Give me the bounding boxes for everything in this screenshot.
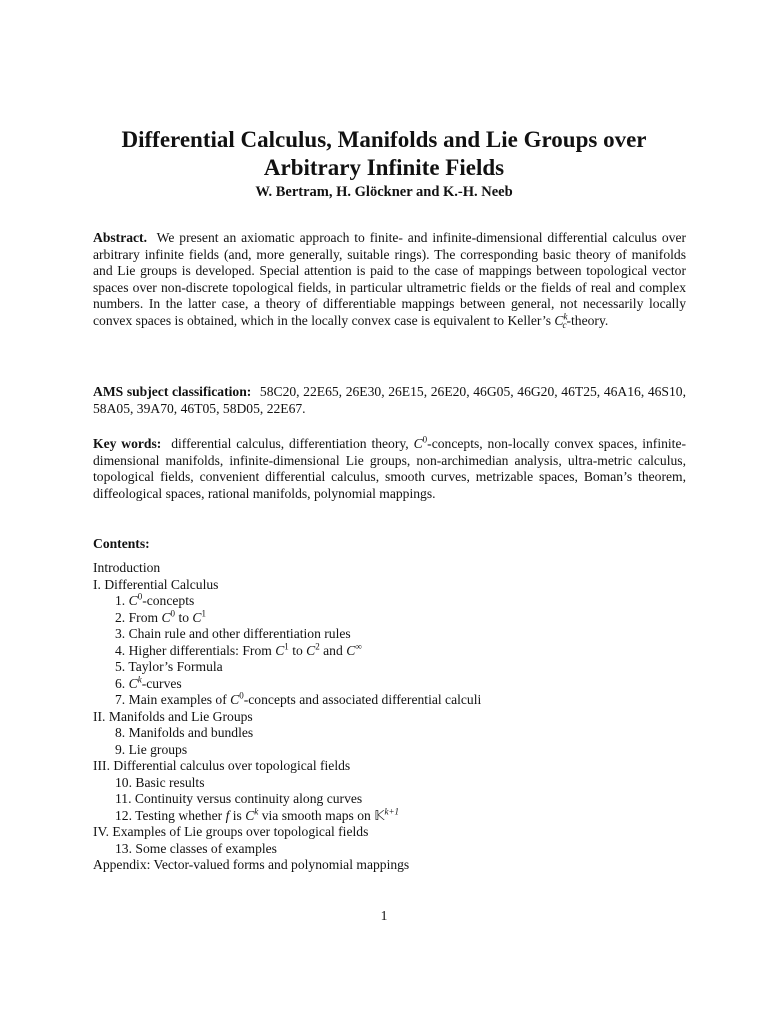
title-line-2: Arbitrary Infinite Fields <box>263 155 505 180</box>
toc-text: and <box>319 642 347 658</box>
toc-math-sup: 0 <box>170 607 176 618</box>
toc-text: to <box>288 642 307 658</box>
toc-text: Testing whether <box>135 807 226 823</box>
title-line-1: Differential Calculus, Manifolds and Lie Groups over <box>121 127 647 152</box>
toc-entry <box>93 607 693 627</box>
toc-text: Main examples of <box>128 692 231 707</box>
toc-entry <box>93 805 693 825</box>
toc-entry <box>93 758 693 775</box>
keywords-text-end: -concepts, non-locally convex spaces, infinite-dimensional manifolds, infinite-dimensional Lie groups, non-archimedian analysis, ultra-metric calculus, topological fields, convenient differential calculus, smooth curves, metrizable spaces, Boman’s theorem, diffeological spaces, rational manifolds, polynomial mappings. <box>93 436 687 501</box>
toc-text: From <box>128 609 162 625</box>
paper-title <box>60 126 708 182</box>
toc-entry <box>93 626 693 643</box>
keywords <box>93 436 686 502</box>
toc-text: via smooth maps on <box>258 807 375 823</box>
toc-text: -curves <box>141 675 182 691</box>
toc-entry <box>93 824 693 841</box>
toc-entry <box>93 692 693 709</box>
toc-number: IV. <box>93 824 109 839</box>
page-number: 1 <box>380 908 388 923</box>
keywords-math-c: C <box>413 436 423 451</box>
toc-number: 8. <box>115 725 126 740</box>
toc-text: Higher differentials: From <box>128 642 276 658</box>
abstract-math-c: C <box>554 312 564 328</box>
toc-text: Some classes of examples <box>135 840 277 856</box>
keywords-label: Key words: <box>93 436 162 451</box>
toc-entry <box>93 659 693 676</box>
toc-math-sup: 1 <box>201 607 206 618</box>
table-of-contents <box>93 560 693 874</box>
toc-math: C <box>346 642 356 658</box>
toc-text: Lie groups <box>128 741 188 757</box>
toc-number: 3. <box>115 626 126 641</box>
toc-math-sup: k <box>137 673 142 684</box>
toc-entry <box>93 673 693 693</box>
toc-text: Basic results <box>135 774 205 790</box>
toc-entry <box>93 593 693 610</box>
toc-text: Examples of Lie groups over topological fields <box>112 824 369 839</box>
toc-math: C <box>192 609 202 625</box>
toc-number: 10. <box>115 774 132 790</box>
keywords-math-sup: 0 <box>422 434 428 445</box>
toc-math-sup: 0 <box>239 690 244 701</box>
ams-label: AMS subject classification: <box>93 384 252 399</box>
toc-number: 11. <box>115 791 132 806</box>
toc-math-sup: k+1 <box>384 805 400 816</box>
toc-math: C <box>161 609 171 625</box>
toc-number: 6. <box>115 675 126 691</box>
authors: W. Bertram, H. Glöckner and K.-H. Neeb <box>255 184 513 200</box>
toc-math-sup: 1 <box>284 640 289 651</box>
toc-text: Manifolds and bundles <box>128 725 254 740</box>
toc-text: Differential Calculus <box>104 576 219 592</box>
toc-entry <box>93 775 693 792</box>
toc-math: C <box>230 692 240 707</box>
toc-number: 13. <box>115 840 132 856</box>
toc-entry <box>93 841 693 858</box>
toc-text: -concepts <box>142 593 195 608</box>
toc-text: Chain rule and other differentiation rules <box>128 626 351 641</box>
toc-number: III. <box>93 758 110 773</box>
ams-codes: 58C20, 22E65, 26E30, 26E15, 26E20, 46G05, 46G20, 46T25, 46A16, 46S10, 58A05, 39A70, 46T05, 58D05, 22E67. <box>93 384 686 416</box>
toc-text: Taylor’s Formula <box>128 659 223 674</box>
abstract-text-end: -theory. <box>566 312 609 328</box>
toc-math: 𝕂 <box>374 807 385 823</box>
abstract-math-sup: k <box>563 310 568 321</box>
toc-entry <box>93 560 693 577</box>
toc-math-sup: 2 <box>315 640 320 651</box>
toc-math: C <box>128 675 138 691</box>
toc-math: C <box>306 642 316 658</box>
toc-math: f <box>225 807 230 823</box>
toc-math: C <box>245 807 255 823</box>
toc-math-sup: k <box>254 805 259 816</box>
toc-number: 9. <box>115 741 126 757</box>
abstract-math-sub: c <box>562 320 567 331</box>
toc-number: 12. <box>115 807 132 823</box>
abstract <box>93 230 686 329</box>
toc-text: Appendix: Vector-valued forms and polynomial mappings <box>93 857 410 872</box>
toc-math-sup: 0 <box>137 591 143 602</box>
toc-number: 5. <box>115 659 126 674</box>
toc-number: 7. <box>115 692 126 707</box>
abstract-label: Abstract. <box>93 230 147 245</box>
toc-text: Continuity versus continuity along curves <box>134 791 363 806</box>
toc-number: 1. <box>115 593 126 608</box>
toc-number: I. <box>93 576 101 592</box>
abstract-text: We present an axiomatic approach to finite- and infinite-dimensional differential calculus over arbitrary infinite fields (and, more generally, suitable rings). The corresponding basic theory of manifolds and Lie groups is developed. Special attention is paid to the case of mappings between topological vector spaces over non-discrete topological fields, in particular ultrametric fields or the fields of real and complex numbers. In the latter case, a theory of differentiable mappings between general, not necessarily locally convex spaces is obtained, which in the locally convex case is equivalent to Keller’s <box>93 230 687 328</box>
toc-entry <box>93 640 693 660</box>
toc-entry <box>93 742 693 759</box>
toc-text: Manifolds and Lie Groups <box>108 708 253 724</box>
toc-entry <box>93 577 693 594</box>
ams-classification <box>93 384 686 417</box>
toc-math-sup: ∞ <box>355 640 362 651</box>
contents-heading: Contents: <box>93 536 150 551</box>
toc-entry <box>93 725 693 742</box>
toc-number: II. <box>93 708 106 724</box>
toc-number: 2. <box>115 609 126 625</box>
keywords-text: differential calculus, differentiation theory, <box>171 436 414 451</box>
toc-text: to <box>175 609 193 625</box>
toc-entry <box>93 857 693 874</box>
toc-math: C <box>128 593 138 608</box>
toc-text: Introduction <box>93 560 161 575</box>
toc-text: Differential calculus over topological fields <box>113 758 351 773</box>
toc-entry <box>93 709 693 726</box>
toc-number: 4. <box>115 642 126 658</box>
toc-math: C <box>275 642 285 658</box>
toc-text: -concepts and associated differential calculi <box>243 692 482 707</box>
toc-text: is <box>229 807 246 823</box>
